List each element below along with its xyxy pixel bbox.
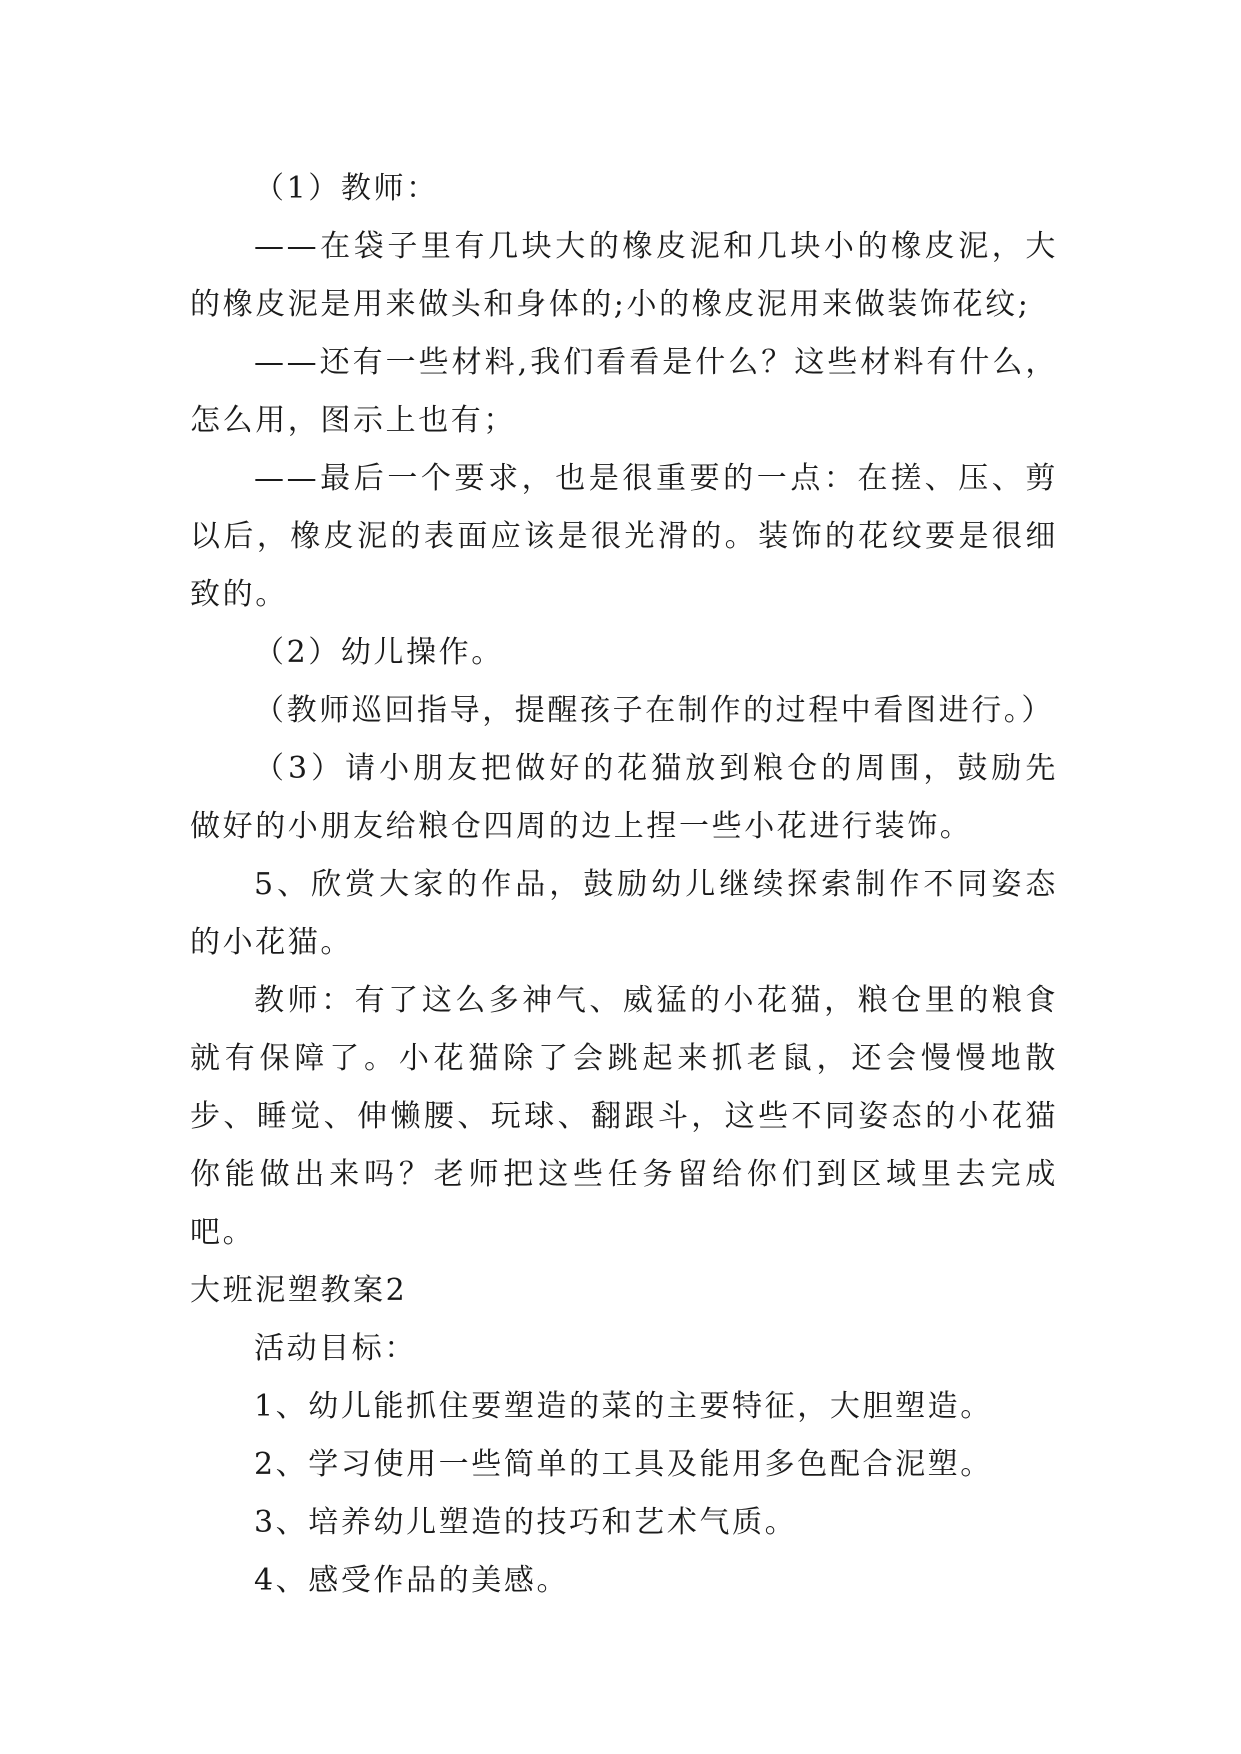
paragraph-child-operation: （2）幼儿操作。 (254, 635, 504, 670)
paragraph-teacher-conclusion: 教师：有了这么多神气、威猛的小花猫，粮仓里的粮食就有保障了。小花猫除了会跳起来抓老鼠，还会慢慢地散步、睡觉、伸懒腰、玩球、翻跟斗，这些不同姿态的小花猫你能做出来吗？老师把这些任务留给你们到区域里去完成吧。 (190, 983, 1058, 1250)
section-title-lesson-2: 大班泥塑教案2 (190, 1273, 408, 1308)
paragraph-activity-goals-heading: 活动目标： (254, 1331, 417, 1366)
document-body (190, 160, 1058, 1610)
list-item-goal-1: 1、幼儿能抓住要塑造的菜的主要特征，大胆塑造。 (254, 1389, 993, 1424)
list-item-goal-2: 2、学习使用一些简单的工具及能用多色配合泥塑。 (254, 1447, 993, 1482)
paragraph-teacher-guidance: （教师巡回指导，提醒孩子在制作的过程中看图进行。） (254, 693, 1054, 728)
paragraph-appreciate-works: 5、欣赏大家的作品，鼓励幼儿继续探索制作不同姿态的小花猫。 (190, 867, 1058, 960)
paragraph-materials: ——还有一些材料,我们看看是什么？这些材料有什么，怎么用，图示上也有； (190, 345, 1058, 438)
paragraph-teacher-heading: （1）教师： (254, 171, 439, 206)
paragraph-place-cats: （3）请小朋友把做好的花猫放到粮仓的周围，鼓励先做好的小朋友给粮仓四周的边上捏一些小花进行装饰。 (190, 751, 1058, 844)
list-item-goal-3: 3、培养幼儿塑造的技巧和艺术气质。 (254, 1505, 798, 1540)
paragraph-clay-description: ——在袋子里有几块大的橡皮泥和几块小的橡皮泥，大的橡皮泥是用来做头和身体的;小的橡皮泥用来做装饰花纹; (190, 229, 1058, 322)
paragraph-requirement: ——最后一个要求，也是很重要的一点：在搓、压、剪以后，橡皮泥的表面应该是很光滑的。装饰的花纹要是很细致的。 (190, 461, 1058, 612)
list-item-goal-4: 4、感受作品的美感。 (254, 1563, 570, 1598)
